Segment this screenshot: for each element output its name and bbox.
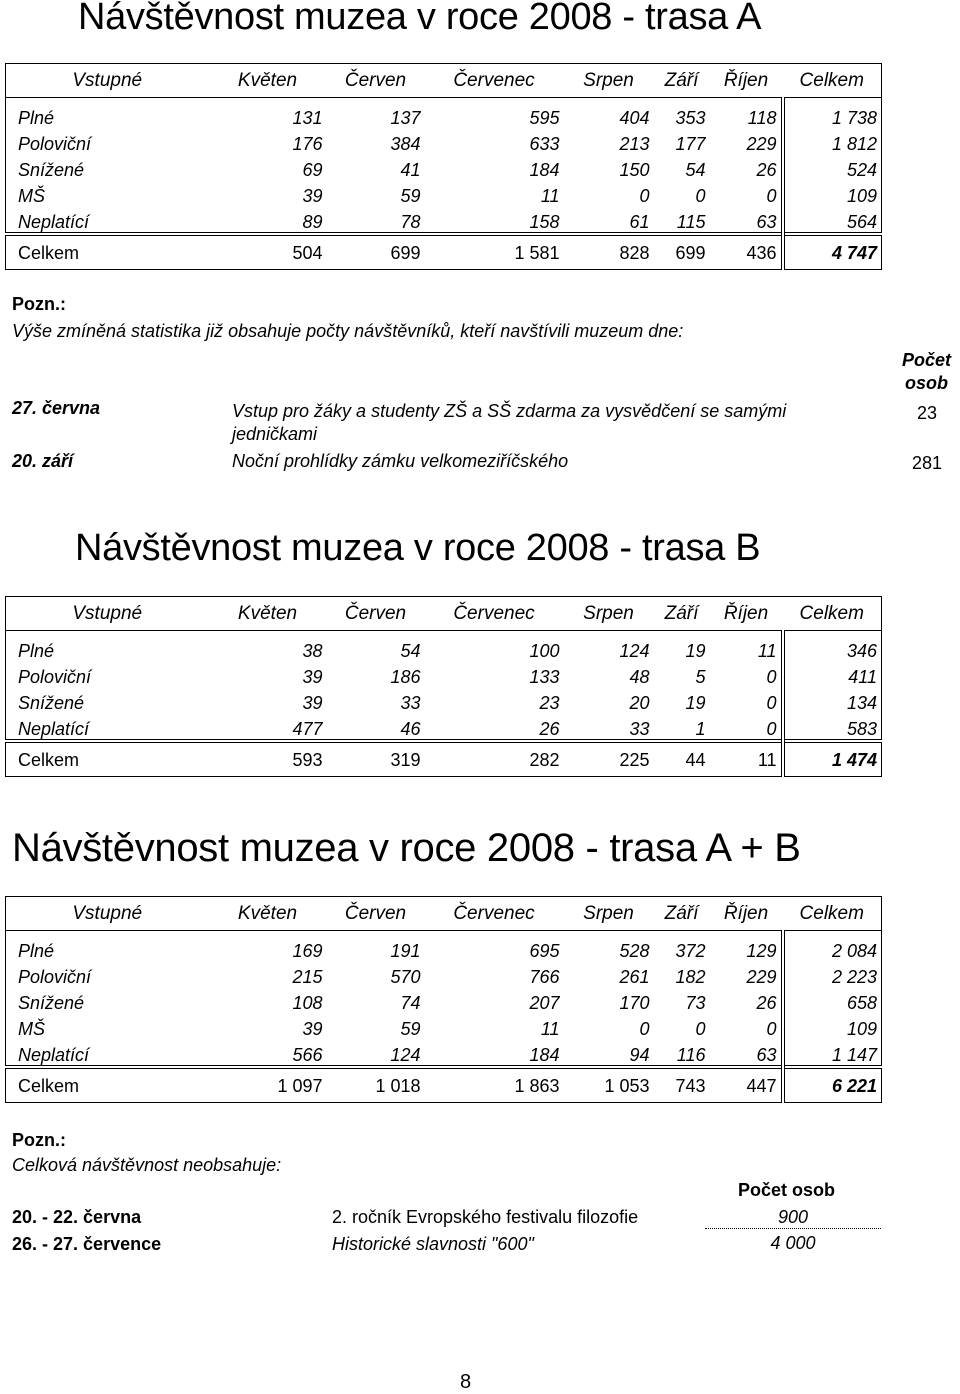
section-b-title: Návštěvnost muzea v roce 2008 - trasa B (75, 527, 761, 569)
table-header-row (6, 597, 882, 631)
table-cell: 69 (302, 160, 323, 180)
row-label: Neplatící (6, 1039, 209, 1067)
row-total-cell: 524 (783, 154, 882, 180)
row-total-cell: 564 (783, 206, 882, 234)
event-ab2-date: 26. - 27. července (12, 1234, 162, 1254)
event-ab1-text: 2. ročník Evropského festivalu filozofie (332, 1207, 639, 1227)
table-cell: 11 (710, 741, 783, 777)
row-total-cell: 1 812 (783, 128, 882, 154)
table-cell: 593 (209, 741, 327, 777)
row-label: MŠ (6, 1013, 209, 1039)
table-cell: 19 (685, 693, 706, 713)
row-total-cell: 1 147 (783, 1039, 882, 1067)
row-total-cell: 4 747 (783, 234, 882, 270)
table-cell: 477 (209, 713, 327, 741)
table-cell: 33 (400, 693, 421, 713)
table-header-row (6, 64, 882, 98)
table-cell: 207 (529, 993, 560, 1013)
table-cell: 384 (390, 134, 421, 154)
column-header: Červenec (425, 897, 564, 931)
event-ab2-count: 4 000 (770, 1233, 816, 1253)
table-cell: 11 (540, 186, 560, 206)
table-cell: 108 (292, 993, 323, 1013)
row-label: Poloviční (6, 128, 209, 154)
row-label: Celkem (6, 741, 209, 777)
table-cell: 78 (327, 206, 425, 234)
row-total-cell: 346 (783, 631, 882, 662)
table-cell: 115 (654, 206, 710, 234)
table-cell: 176 (292, 134, 323, 154)
table-cell: 229 (746, 967, 777, 987)
row-total-cell: 134 (783, 687, 882, 713)
table-cell: 595 (529, 108, 560, 128)
table-cell: 177 (675, 134, 706, 154)
table-row (6, 961, 882, 987)
table-cell: 0 (766, 693, 777, 713)
count-header-a-2: osob (905, 373, 948, 393)
table-cell: 184 (425, 1039, 564, 1067)
table-cell: 19 (685, 641, 706, 661)
table-row (6, 154, 882, 180)
table-row (6, 661, 882, 687)
table-total-row (6, 1067, 882, 1103)
count-header-a-1: Počet (902, 350, 952, 370)
table-cell: 63 (710, 206, 783, 234)
section-a-title: Návštěvnost muzea v roce 2008 - trasa A (78, 0, 762, 38)
table-cell: 5 (695, 667, 706, 687)
table-cell: 59 (400, 1019, 421, 1039)
row-total-cell: 411 (783, 661, 882, 687)
table-cell: 124 (327, 1039, 425, 1067)
count-header-ab: Počet osob (738, 1180, 836, 1200)
table-row (6, 1013, 882, 1039)
table-cell: 129 (746, 941, 777, 961)
table-cell: 1 (654, 713, 710, 741)
row-label: Celkem (6, 234, 209, 270)
table-cell: 1 018 (327, 1067, 425, 1103)
row-label: Snížené (6, 687, 209, 713)
row-label: Poloviční (6, 961, 209, 987)
column-header: Celkem (783, 64, 882, 98)
table-cell: 100 (529, 641, 560, 661)
table-cell: 436 (710, 234, 783, 270)
table-cell: 828 (564, 234, 654, 270)
table-row (6, 1039, 882, 1067)
row-total-cell: 109 (783, 180, 882, 206)
row-total-cell: 2 084 (783, 931, 882, 962)
table-cell: 26 (425, 713, 564, 741)
table-trasa-a (5, 63, 882, 270)
column-header: Září (654, 64, 710, 98)
column-header: Červen (327, 897, 425, 931)
table-cell: 26 (756, 993, 777, 1013)
table-cell: 133 (529, 667, 560, 687)
row-label: Poloviční (6, 661, 209, 687)
table-cell: 1 097 (209, 1067, 327, 1103)
table-cell: 0 (639, 1019, 650, 1039)
event-a1-count: 23 (917, 403, 938, 423)
column-header: Květen (209, 597, 327, 631)
event-ab1-count: 900 (777, 1207, 809, 1227)
row-total-cell: 1 738 (783, 98, 882, 129)
table-cell: 229 (746, 134, 777, 154)
table-row (6, 713, 882, 741)
table-header-row (6, 897, 882, 931)
table-cell: 404 (619, 108, 650, 128)
table-row (6, 987, 882, 1013)
row-label: Plné (6, 931, 209, 962)
table-cell: 215 (292, 967, 323, 987)
note-ab-heading: Pozn.: (12, 1130, 66, 1150)
column-header: Červenec (425, 597, 564, 631)
column-header: Červen (327, 597, 425, 631)
table-cell: 0 (639, 186, 650, 206)
event-a2-count: 281 (912, 453, 943, 473)
table-cell: 11 (540, 1019, 560, 1039)
row-label: Plné (6, 631, 209, 662)
row-total-cell: 1 474 (783, 741, 882, 777)
table-cell: 225 (564, 741, 654, 777)
table-cell: 319 (327, 741, 425, 777)
table-cell: 0 (766, 1019, 777, 1039)
table-cell: 39 (302, 186, 323, 206)
table-cell: 695 (529, 941, 560, 961)
table-cell: 11 (757, 641, 777, 661)
table-cell: 54 (400, 641, 421, 661)
table-cell: 0 (710, 713, 783, 741)
column-header: Květen (209, 897, 327, 931)
column-header: Celkem (783, 597, 882, 631)
section-ab-title: Návštěvnost muzea v roce 2008 - trasa A + B (12, 826, 801, 870)
table-cell: 54 (685, 160, 706, 180)
note-a-text: Výše zmíněná statistika již obsahuje počty návštěvníků, kteří navštívili muzeum dne: (12, 321, 684, 341)
table-cell: 743 (654, 1067, 710, 1103)
table-cell: 39 (302, 1019, 323, 1039)
table-cell: 59 (400, 186, 421, 206)
row-total-cell: 658 (783, 987, 882, 1013)
column-header: Září (654, 897, 710, 931)
table-cell: 38 (302, 641, 323, 661)
table-total-row (6, 234, 882, 270)
table-cell: 39 (302, 693, 323, 713)
table-cell: 1 581 (425, 234, 564, 270)
table-cell: 23 (539, 693, 560, 713)
event-a2-text: Noční prohlídky zámku velkomeziříčského (232, 451, 569, 471)
row-total-cell: 583 (783, 713, 882, 741)
table-cell: 39 (302, 667, 323, 687)
table-cell: 46 (327, 713, 425, 741)
table-cell: 633 (529, 134, 560, 154)
table-cell: 566 (209, 1039, 327, 1067)
table-cell: 131 (292, 108, 323, 128)
table-row (6, 631, 882, 662)
table-cell: 261 (619, 967, 650, 987)
table-cell: 33 (564, 713, 654, 741)
table-cell: 20 (629, 693, 650, 713)
column-header: Květen (209, 64, 327, 98)
row-label: Neplatící (6, 206, 209, 234)
event-a1-date: 27. června (12, 398, 101, 418)
table-cell: 94 (564, 1039, 654, 1067)
event-ab2-text: Historické slavnosti "600" (332, 1234, 534, 1254)
event-a1-text-2: jedničkami (232, 424, 318, 444)
table-cell: 48 (629, 667, 650, 687)
table-cell: 63 (710, 1039, 783, 1067)
table-cell: 158 (425, 206, 564, 234)
table-cell: 150 (619, 160, 650, 180)
table-cell: 191 (390, 941, 421, 961)
table-cell: 699 (654, 234, 710, 270)
table-cell: 44 (654, 741, 710, 777)
table-cell: 89 (209, 206, 327, 234)
table-row (6, 687, 882, 713)
row-label: Neplatící (6, 713, 209, 741)
table-row (6, 98, 882, 129)
table-row (6, 180, 882, 206)
table-trasa-ab (5, 896, 882, 1103)
table-cell: 182 (675, 967, 706, 987)
table-cell: 528 (619, 941, 650, 961)
table-cell: 116 (654, 1039, 710, 1067)
table-row (6, 206, 882, 234)
table-cell: 124 (619, 641, 650, 661)
table-cell: 0 (766, 667, 777, 687)
table-cell: 213 (619, 134, 650, 154)
row-label: Celkem (6, 1067, 209, 1103)
column-header: Září (654, 597, 710, 631)
event-a2-date: 20. září (12, 451, 74, 471)
table-cell: 372 (675, 941, 706, 961)
table-cell: 353 (675, 108, 706, 128)
table-cell: 118 (747, 108, 777, 128)
table-cell: 0 (695, 186, 706, 206)
row-label: Snížené (6, 987, 209, 1013)
column-header: Říjen (710, 64, 783, 98)
column-header: Srpen (564, 597, 654, 631)
table-cell: 74 (400, 993, 421, 1013)
row-label: Snížené (6, 154, 209, 180)
table-row (6, 128, 882, 154)
table-total-row (6, 741, 882, 777)
column-header: Vstupné (6, 597, 209, 631)
table-cell: 1 053 (564, 1067, 654, 1103)
table-cell: 0 (766, 186, 777, 206)
table-cell: 184 (529, 160, 560, 180)
table-cell: 699 (327, 234, 425, 270)
event-ab1-date: 20. - 22. června (12, 1207, 142, 1227)
column-header: Červen (327, 64, 425, 98)
count-underline (705, 1228, 881, 1229)
table-trasa-b (5, 596, 882, 777)
row-label: Plné (6, 98, 209, 129)
note-ab-text: Celková návštěvnost neobsahuje: (12, 1155, 282, 1175)
table-cell: 0 (695, 1019, 706, 1039)
table-cell: 766 (529, 967, 560, 987)
table-cell: 26 (756, 160, 777, 180)
table-cell: 282 (425, 741, 564, 777)
row-total-cell: 2 223 (783, 961, 882, 987)
row-label: MŠ (6, 180, 209, 206)
column-header: Vstupné (6, 64, 209, 98)
table-cell: 169 (292, 941, 323, 961)
column-header: Srpen (564, 64, 654, 98)
column-header: Říjen (710, 897, 783, 931)
table-cell: 504 (209, 234, 327, 270)
table-row (6, 931, 882, 962)
note-a-heading: Pozn.: (12, 294, 66, 314)
table-cell: 137 (390, 108, 421, 128)
table-cell: 570 (390, 967, 421, 987)
column-header: Červenec (425, 64, 564, 98)
column-header: Srpen (564, 897, 654, 931)
table-cell: 41 (400, 160, 421, 180)
column-header: Vstupné (6, 897, 209, 931)
table-cell: 447 (710, 1067, 783, 1103)
table-cell: 1 863 (425, 1067, 564, 1103)
table-cell: 186 (390, 667, 421, 687)
table-cell: 73 (685, 993, 706, 1013)
page-number: 8 (460, 1371, 472, 1393)
table-cell: 61 (564, 206, 654, 234)
event-a1-text: Vstup pro žáky a studenty ZŠ a SŠ zdarma za vysvědčení se samými (232, 401, 787, 421)
row-total-cell: 109 (783, 1013, 882, 1039)
row-total-cell: 6 221 (783, 1067, 882, 1103)
column-header: Říjen (710, 597, 783, 631)
table-cell: 170 (619, 993, 650, 1013)
column-header: Celkem (783, 897, 882, 931)
